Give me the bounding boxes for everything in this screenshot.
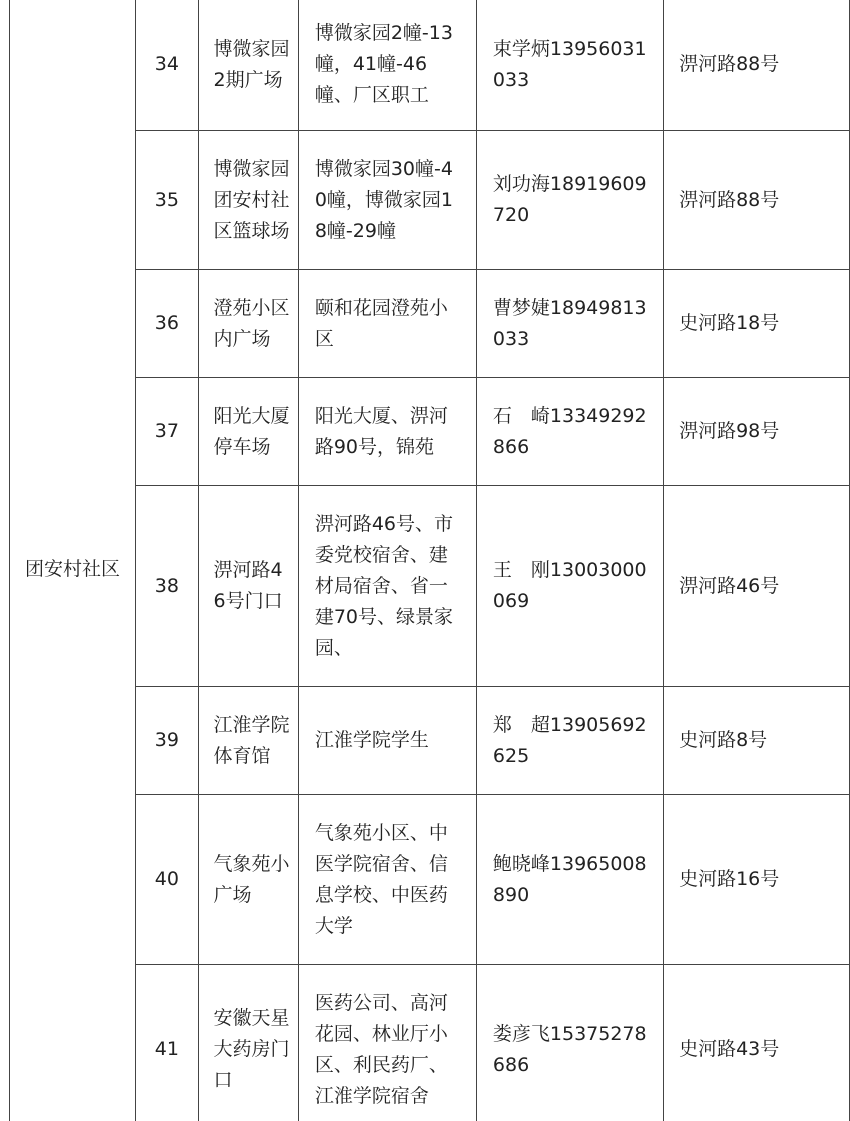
site-cell: 博微家园团安村社区篮球场 bbox=[198, 131, 298, 270]
row-number-cell: 35 bbox=[136, 131, 198, 270]
site-cell: 阳光大厦停车场 bbox=[198, 378, 298, 486]
service-area-cell: 阳光大厦、淠河路90号，锦苑 bbox=[298, 378, 476, 486]
community-cell: 团安村社区 bbox=[10, 0, 136, 1121]
site-cell: 气象苑小广场 bbox=[198, 795, 298, 965]
contact-cell: 束学炳13956031033 bbox=[476, 0, 663, 131]
service-area-cell: 颐和花园澄苑小区 bbox=[298, 270, 476, 378]
service-area-cell: 博微家园2幢-13幢，41幢-46幢、厂区职工 bbox=[298, 0, 476, 131]
row-number-cell: 41 bbox=[136, 965, 198, 1121]
site-cell: 博微家园2期广场 bbox=[198, 0, 298, 131]
row-number-cell: 37 bbox=[136, 378, 198, 486]
address-cell: 史河路43号 bbox=[664, 965, 850, 1121]
site-cell: 安徽天星大药房门口 bbox=[198, 965, 298, 1121]
table-row bbox=[10, 270, 850, 378]
address-cell: 淠河路88号 bbox=[664, 0, 850, 131]
community-sites-table bbox=[9, 0, 850, 1121]
service-area-cell: 淠河路46号、市委党校宿舍、建材局宿舍、省一建70号、绿景家园、 bbox=[298, 486, 476, 687]
row-number-cell: 40 bbox=[136, 795, 198, 965]
contact-cell: 王 刚13003000069 bbox=[476, 486, 663, 687]
service-area-cell: 气象苑小区、中医学院宿舍、信息学校、中医药大学 bbox=[298, 795, 476, 965]
contact-cell: 石 崎13349292866 bbox=[476, 378, 663, 486]
contact-cell: 曹梦婕18949813033 bbox=[476, 270, 663, 378]
service-area-cell: 医药公司、高河花园、林业厅小区、利民药厂、江淮学院宿舍 bbox=[298, 965, 476, 1121]
row-number-cell: 39 bbox=[136, 687, 198, 795]
row-number-cell: 38 bbox=[136, 486, 198, 687]
table-row bbox=[10, 687, 850, 795]
address-cell: 淠河路46号 bbox=[664, 486, 850, 687]
address-cell: 史河路8号 bbox=[664, 687, 850, 795]
row-number-cell: 36 bbox=[136, 270, 198, 378]
contact-cell: 鲍晓峰13965008890 bbox=[476, 795, 663, 965]
contact-cell: 郑 超13905692625 bbox=[476, 687, 663, 795]
contact-cell: 娄彦飞15375278686 bbox=[476, 965, 663, 1121]
service-area-cell: 博微家园30幢-40幢，博微家园18幢-29幢 bbox=[298, 131, 476, 270]
address-cell: 淠河路88号 bbox=[664, 131, 850, 270]
site-cell: 江淮学院体育馆 bbox=[198, 687, 298, 795]
table-row bbox=[10, 486, 850, 687]
address-cell: 史河路18号 bbox=[664, 270, 850, 378]
table-row bbox=[10, 0, 850, 131]
site-cell: 澄苑小区内广场 bbox=[198, 270, 298, 378]
address-cell: 史河路16号 bbox=[664, 795, 850, 965]
table-row bbox=[10, 131, 850, 270]
site-cell: 淠河路46号门口 bbox=[198, 486, 298, 687]
table-row bbox=[10, 378, 850, 486]
row-number-cell: 34 bbox=[136, 0, 198, 131]
service-area-cell: 江淮学院学生 bbox=[298, 687, 476, 795]
table-row bbox=[10, 965, 850, 1121]
contact-cell: 刘功海18919609720 bbox=[476, 131, 663, 270]
table-row bbox=[10, 795, 850, 965]
address-cell: 淠河路98号 bbox=[664, 378, 850, 486]
